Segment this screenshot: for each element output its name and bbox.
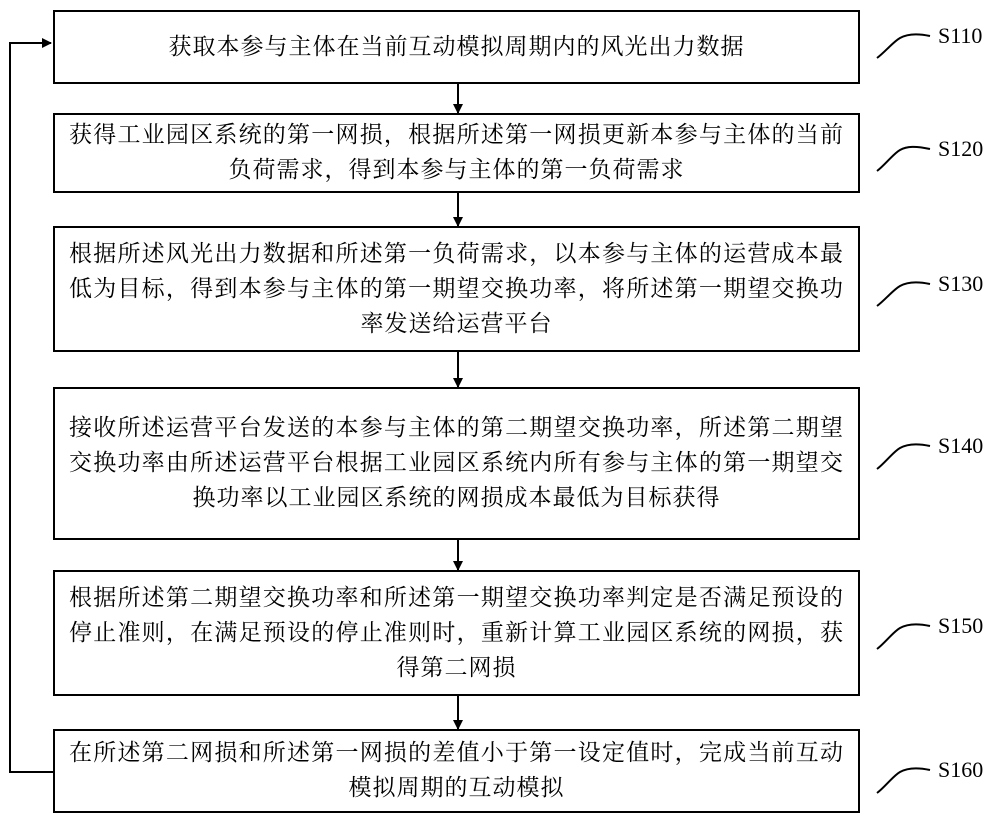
step-box-s120: [53, 113, 860, 193]
step-label-s140: S140: [938, 433, 984, 458]
leader-s140: [877, 444, 930, 469]
step-box-s110: [53, 10, 860, 84]
leader-s120: [877, 147, 930, 171]
step-label-s150: S150: [938, 613, 984, 638]
leader-s160: [877, 768, 930, 793]
leader-s130: [877, 282, 930, 306]
step-text-s150: 根据所述第二期望交换功率和所述第一期望交换功率判定是否满足预设的停止准则，在满足预设的停止准则时，重新计算工业园区系统的网损，获得第二网损: [69, 584, 844, 681]
step-text-s120: 获得工业园区系统的第一网损，根据所述第一网损更新本参与主体的当前负荷需求，得到本参与主体的第一负荷需求: [69, 122, 844, 183]
step-label-s110: S110: [938, 23, 983, 48]
step-box-s150: [53, 570, 860, 696]
leader-s110: [877, 34, 930, 58]
step-text-s140: 接收所述运营平台发送的本参与主体的第二期望交换功率，所述第二期望交换功率由所述运营平台根据工业园区系统内所有参与主体的第一期望交换功率以工业园区系统的网损成本最低为目标获得: [69, 415, 844, 511]
step-box-s140: [53, 387, 860, 540]
step-text-s110: 获取本参与主体在当前互动模拟周期内的风光出力数据: [168, 33, 745, 60]
step-text-s160: 在所述第二网损和所述第一网损的差值小于第一设定值时，完成当前互动模拟周期的互动模拟: [69, 740, 844, 801]
step-label-s160: S160: [938, 757, 984, 782]
step-label-s130: S130: [938, 271, 984, 296]
step-label-s120: S120: [938, 136, 984, 161]
step-box-s130: [53, 226, 860, 352]
step-text-s130: 根据所述风光出力数据和所述第一负荷需求，以本参与主体的运营成本最低为目标，得到本参与主体的第一期望交换功率，将所述第一期望交换功率发送给运营平台: [69, 240, 844, 337]
loop-back-arrow: [10, 43, 53, 772]
leader-s150: [877, 624, 930, 649]
step-box-s160: [53, 729, 860, 813]
